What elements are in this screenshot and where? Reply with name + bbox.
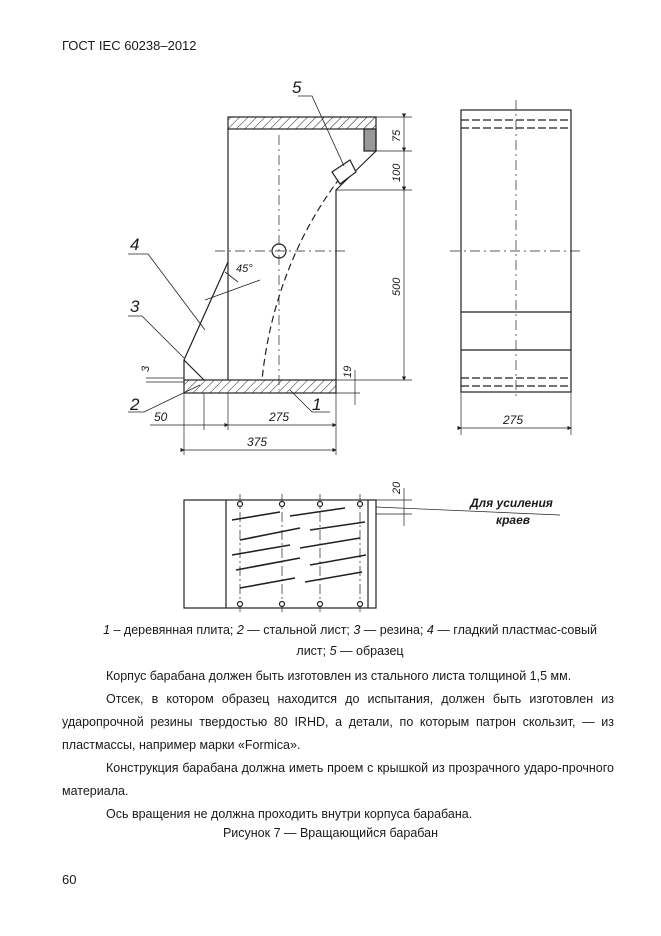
- legend-num-2: 2: [236, 623, 244, 637]
- dim-500: 500: [391, 277, 403, 296]
- plastic-sheet: [184, 262, 228, 380]
- sample-trajectory: [262, 178, 340, 380]
- callout-2: 2: [130, 395, 140, 414]
- dim-50: 50: [154, 410, 168, 424]
- document-header: ГОСТ IEC 60238–2012: [62, 38, 197, 53]
- rubber-block-top: [364, 129, 376, 151]
- legend-text-4: — гладкий пластмас-совый лист;: [296, 623, 597, 658]
- figure-legend: [100, 620, 600, 662]
- dim-100: 100: [391, 163, 403, 182]
- legend-num-1: 1: [103, 623, 111, 637]
- dim-3: 3: [140, 365, 152, 372]
- callout-5: 5: [292, 78, 302, 97]
- dim-75: 75: [391, 129, 403, 142]
- edge-note-line2: краев: [496, 513, 531, 527]
- legend-num-3: 3: [353, 623, 361, 637]
- dim-19: 19: [342, 365, 354, 378]
- angle-45: 45°: [236, 263, 253, 275]
- side-view: [450, 100, 580, 435]
- paragraph-3: Конструкция барабана должна иметь проем с крышкой из прозрачного ударо-прочного материала.: [62, 761, 614, 798]
- legend-text-3: — резина;: [360, 623, 427, 637]
- dim-275-front: 275: [269, 410, 290, 424]
- dim-275-side: 275: [503, 413, 524, 427]
- rivet-holes: [238, 502, 363, 607]
- paragraph-1: Корпус барабана должен быть изготовлен из стального листа толщиной 1,5 мм.: [106, 669, 572, 683]
- legend-text-2: — стальной лист;: [243, 623, 354, 637]
- bottom-plate: [184, 380, 336, 393]
- legend-num-4: 4: [426, 623, 434, 637]
- legend-text-5: — образец: [336, 644, 404, 658]
- dim-20: 20: [391, 481, 403, 494]
- legend-text-1: – деревянная плита;: [110, 623, 237, 637]
- paragraph-4: Ось вращения не должна проходить внутри корпуса барабана.: [106, 807, 473, 821]
- top-plate: [228, 117, 376, 129]
- figure-title: Рисунок 7 — Вращающийся барабан: [222, 826, 439, 840]
- front-view: [128, 96, 412, 455]
- legend-num-5: 5: [329, 644, 337, 658]
- plan-outline: [184, 500, 376, 608]
- paragraph-2: Отсек, в котором образец находится до испытания, должен быть изготовлен из ударопрочной резины твердостью 80 IRHD, а детали, по которым патрон скользит, — из пластмассы, например марки «Formica».: [62, 692, 614, 752]
- page-number: 60: [62, 872, 77, 887]
- plastic-surface-streaks: [232, 508, 366, 588]
- callout-4: 4: [130, 235, 140, 254]
- edge-note-line1: Для усиления: [470, 496, 553, 510]
- sample: [332, 160, 356, 184]
- callout-3: 3: [130, 297, 140, 316]
- callout-1: 1: [312, 395, 322, 414]
- dim-375: 375: [247, 435, 268, 449]
